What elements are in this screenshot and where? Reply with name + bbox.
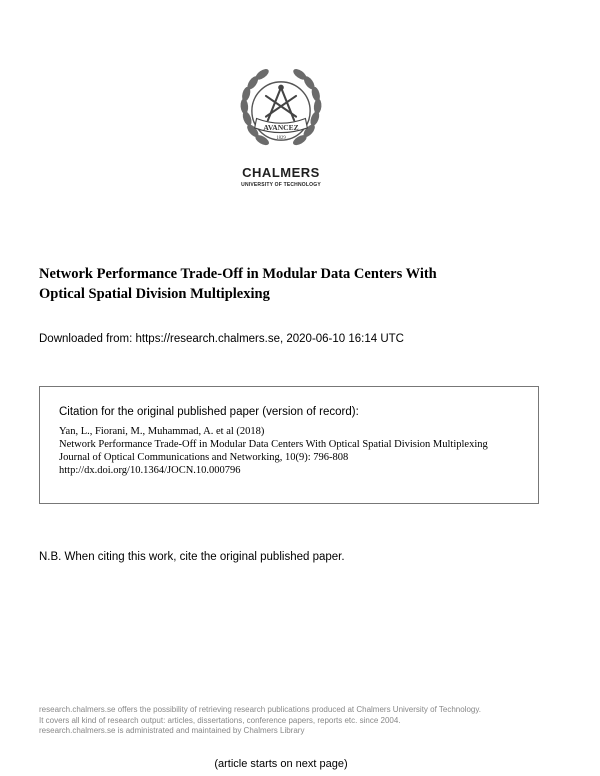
footer xyxy=(39,705,481,737)
citation-authors: Yan, L., Fiorani, M., Muhammad, A. et al (2018) xyxy=(59,426,265,437)
citation-doi-link[interactable]: http://dx.doi.org/10.1364/JOCN.10.000796 xyxy=(59,465,241,476)
chalmers-seal-icon xyxy=(234,64,328,158)
citation-box xyxy=(39,386,539,504)
footer-line: research.chalmers.se offers the possibility of retrieving research publications produced at Chalmers University of Technology. xyxy=(39,705,481,714)
citation-label: Citation for the original published paper (version of record): xyxy=(59,406,359,418)
citation-journal: Journal of Optical Communications and Networking, 10(9): 796-808 xyxy=(59,452,349,463)
seal-motto: AVANCEZ xyxy=(263,122,299,132)
title-line-1: Network Performance Trade-Off in Modular Data Centers With xyxy=(39,266,437,282)
title-line-2: Optical Spatial Division Multiplexing xyxy=(39,286,270,302)
citation-title: Network Performance Trade-Off in Modular Data Centers With Optical Spatial Division Multiplexing xyxy=(59,439,488,450)
chalmers-logo xyxy=(232,64,330,188)
footer-line: It covers all kind of research output: articles, dissertations, conference papers, reports etc. since 2004. xyxy=(39,715,401,725)
next-page-note: (article starts on next page) xyxy=(214,758,348,770)
logo-name: CHALMERS xyxy=(242,165,320,180)
logo-subtitle: UNIVERSITY OF TECHNOLOGY xyxy=(241,182,321,188)
document-title xyxy=(39,264,559,304)
downloaded-from: Downloaded from: https://research.chalmers.se, 2020-06-10 16:14 UTC xyxy=(39,333,404,345)
footer-line: research.chalmers.se is administrated and maintained by Chalmers Library xyxy=(39,726,305,735)
citing-note: N.B. When citing this work, cite the original published paper. xyxy=(39,551,345,563)
citation-text xyxy=(59,425,488,477)
seal-year: 1829 xyxy=(276,136,286,142)
